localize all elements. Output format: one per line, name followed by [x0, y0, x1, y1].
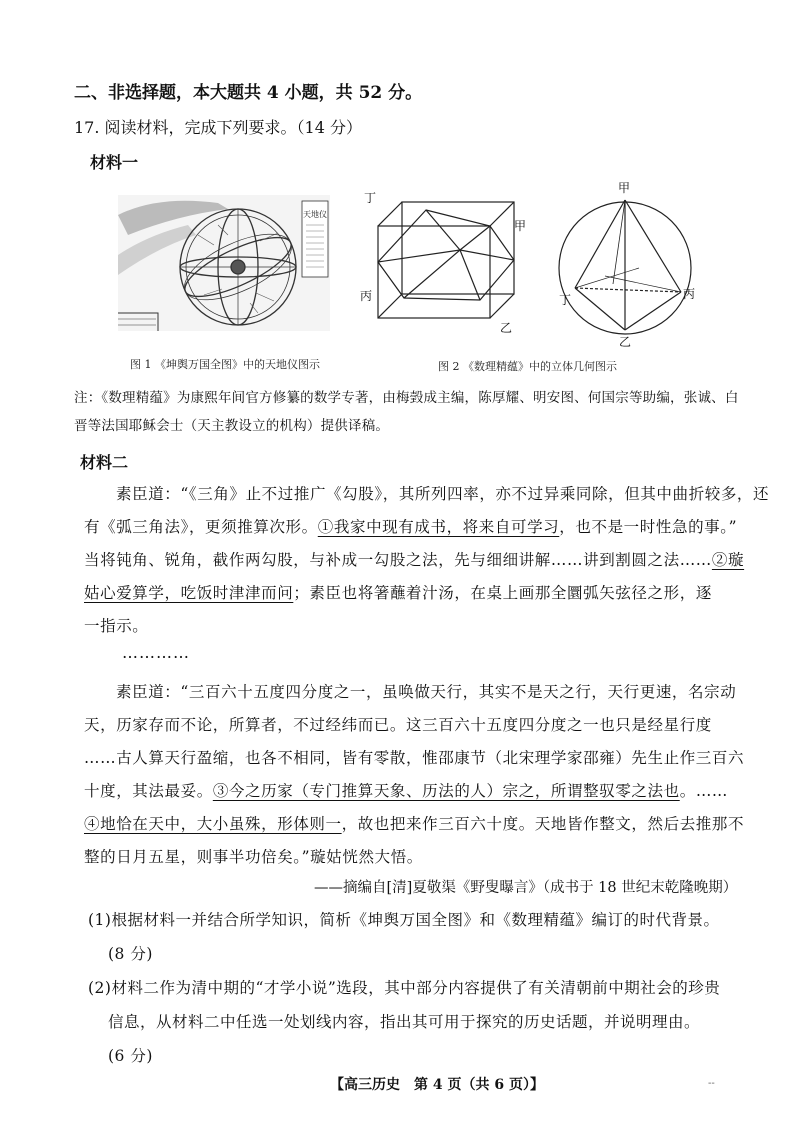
- note-line-1: 注：《数理精蕴》为康熙年间官方修纂的数学专著，由梅瑴成主编，陈厚耀、明安图、何国宗等助编，张诚、白: [74, 390, 739, 406]
- note-line-2: 晋等法国耶稣会士（天主教设立的机构）提供译稿。: [74, 418, 390, 434]
- material-2-text: ；素臣也将箸蘸着汁汤，在桌上画那全圜弧矢弦径之形，逐: [293, 584, 712, 602]
- fig2a-label-jia: 甲: [514, 219, 527, 233]
- material-2-line: [84, 779, 728, 801]
- fig2b-label-ding: 丁: [559, 293, 572, 307]
- fig2b-label-jia: 甲: [618, 181, 631, 195]
- material-2-source: ——摘编自[清]夏敬渠《野叟曝言》（成书于 18 世纪末乾隆晚期）: [314, 880, 738, 896]
- material-2-text: 有《弧三角法》，更须推算次形。: [84, 518, 318, 536]
- material-2-text: 。……: [679, 782, 729, 800]
- section-title: 二、非选择题，本大题共 4 小题，共 52 分。: [74, 83, 423, 103]
- underlined-passage-2: 姑心爱算学，吃饭时津津而问: [84, 584, 294, 602]
- cube-geometry-figure: [350, 190, 530, 340]
- material-2-text: ，也不是一时性急的事。”: [559, 518, 738, 536]
- material-2-line: 素臣道：“《三角》止不过推广《勾股》，其所列四率，亦不过异乘同除，但其中曲折较多，还: [116, 485, 770, 503]
- fig2a-label-bing: 丙: [360, 289, 373, 303]
- question-17-stem: 17. 阅读材料，完成下列要求。（14 分）: [74, 118, 362, 137]
- material-2-line: 天，历家存而不论，所算者，不过经纬而已。这三百六十五度四分度之一也只是经星行度: [84, 716, 712, 734]
- question-2-line: (2)材料二作为清中期的“才学小说”选段，其中部分内容提供了有关清朝前中期社会的珍贵: [88, 979, 721, 997]
- underlined-passage-4: ④地恰在天中，大小虽殊，形体则一: [84, 815, 342, 833]
- question-1-line: (1)根据材料一并结合所学知识，简析《坤舆万国全图》和《数理精蕴》编订的时代背景。: [88, 911, 720, 929]
- page-footer: 【高三历史 第 4 页（共 6 页）】: [330, 1077, 544, 1093]
- material-1-label: 材料一: [90, 153, 139, 172]
- material-2-line: 一指示。: [84, 617, 149, 635]
- underlined-passage-1: ①我家中现有成书，将来自可学习: [317, 518, 560, 536]
- tetrahedron-circle-figure: [555, 180, 705, 350]
- material-2-text: ，故也把来作三百六十度。天地皆作整文，然后去推那不: [341, 815, 745, 833]
- fig2b-label-yi: 乙: [619, 335, 632, 349]
- corner-mark: --: [708, 1078, 715, 1089]
- material-2-line: 整的日月五星，则事半功倍矣。”璇姑恍然大悟。: [84, 848, 423, 866]
- fig1-inset-label: 天地仪: [303, 210, 327, 219]
- material-2-label: 材料二: [80, 453, 129, 472]
- fig2b-label-bing: 丙: [683, 287, 696, 301]
- figure-1-caption: 图 1 《坤舆万国全图》中的天地仪图示: [130, 358, 320, 371]
- material-2-line: [84, 581, 712, 603]
- question-1-points: (8 分): [108, 945, 153, 963]
- question-2-points: (6 分): [108, 1047, 153, 1065]
- material-2-line: [84, 515, 737, 537]
- material-2-text: 十度，其法最妥。: [84, 782, 213, 800]
- fig2a-label-ding: 丁: [364, 191, 377, 205]
- ellipsis-separator: …………: [122, 643, 190, 662]
- material-2-text: 当将钝角、锐角，截作两勾股，与补成一勾股之法，先与细细讲解……讲到割圆之法……: [84, 551, 712, 569]
- underlined-passage-2-start: ②璇: [711, 551, 745, 569]
- material-2-line: 素臣道：“三百六十五度四分度之一，虽唤做天行，其实不是天之行，天行更速，名宗动: [116, 683, 737, 701]
- underlined-passage-3: ③今之历家（专门推算天象、历法的人）宗之，所谓整驭零之法也: [212, 782, 680, 800]
- armillary-sphere-figure: [118, 195, 330, 331]
- material-2-line: [84, 548, 744, 570]
- material-2-line: ……古人算天行盈缩，也各不相同，皆有零散，惟邵康节（北宋理学家邵雍）先生止作三百六: [84, 749, 745, 767]
- fig2a-label-yi: 乙: [500, 321, 513, 335]
- material-2-line: [84, 812, 744, 834]
- figure-2-caption: 图 2 《数理精蕴》中的立体几何图示: [438, 360, 617, 373]
- question-2-line: 信息，从材料二中任选一处划线内容，指出其可用于探究的历史话题，并说明理由。: [108, 1013, 701, 1031]
